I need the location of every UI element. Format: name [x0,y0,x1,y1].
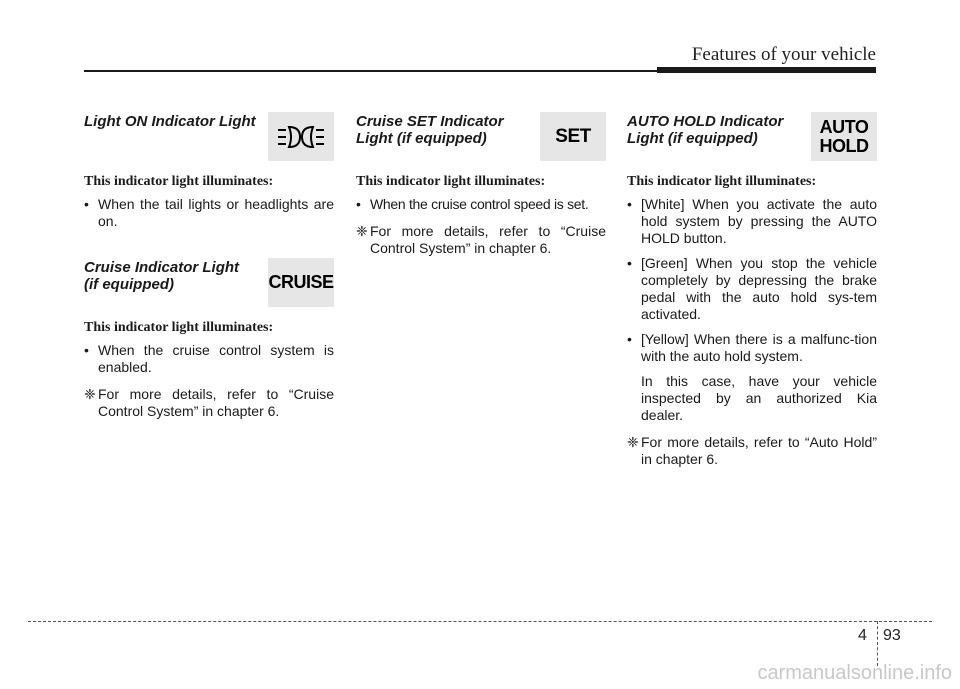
lead-text: This indicator light illuminates: [84,174,274,189]
page-number: 93 [883,627,901,644]
section-title-line: AUTO HOLD Indicator [627,113,784,130]
column-3 [627,110,877,468]
bullet-item: • [Green] When you stop the vehicle completely by depressing the brake pedal with the auto hold sys-tem activated. [627,255,877,322]
bullet-text: When the cruise control speed is set. [370,196,589,212]
column-1 [84,110,334,420]
bullet-item: • When the cruise control system is enabled. [84,342,334,375]
page-header-title: Features of your vehicle [691,44,876,65]
bullet-item: • [White] When you activate the auto hold system by pressing the AUTO HOLD button. [627,196,877,246]
reference-note [356,223,606,257]
bullet-item: • [Yellow] When there is a malfunc-tion with the auto hold system. [627,331,877,364]
header-rule-accent [657,67,876,73]
cruise-heading [84,256,334,308]
note-text: For more details, refer to “Cruise Control System” in chapter 6. [370,223,606,256]
icon-label: CRUISE [268,272,334,292]
note-text: For more details, refer to “Auto Hold” in chapter 6. [641,434,877,467]
light-on-heading [84,110,334,162]
auto-hold-icon [811,112,877,161]
cruise-indicator-icon [268,258,334,307]
reference-note [627,434,877,468]
lead-text: This indicator light illuminates: [356,174,546,189]
lead-text: This indicator light illuminates: [84,320,274,335]
section-title [84,110,259,130]
section-title-line: Cruise SET Indicator [356,113,504,130]
auto-hold-heading [627,110,877,162]
bullet-text: [White] When you activate the auto hold system by pressing the AUTO HOLD button. [641,196,877,246]
icon-label-line: HOLD [819,135,869,156]
footer-rule [28,621,932,622]
section-title-line: Light ON Indicator Light [84,113,256,130]
section-title-line: Cruise Indicator Light [84,259,240,276]
icon-label: SET [555,126,591,147]
cruise-set-heading [356,110,606,162]
headlight-symbol [276,124,326,150]
bullet-item: • When the cruise control speed is set. [356,196,589,212]
note-mark: ❈ [84,386,96,402]
headlight-icon [268,112,334,161]
section-title-line: Light (if equipped) [627,130,758,147]
bullet-text: When the cruise control system is enabled. [98,342,334,375]
note-mark: ❈ [627,434,639,450]
section-title [356,110,531,147]
sub-paragraph: In this case, have your vehicle inspected by an authorized Kia dealer. [641,373,877,423]
section-title-line: Light (if equipped) [356,130,487,147]
lead-text: This indicator light illuminates: [627,174,817,189]
reference-note [84,386,334,420]
bullet-text: [Yellow] When there is a malfunc-tion with the auto hold system. [641,331,877,364]
bullet-text: [Green] When you stop the vehicle completely by depressing the brake pedal with the auto hold sys-tem activated. [641,255,877,322]
section-title [84,256,259,293]
note-mark: ❈ [356,223,368,239]
chapter-number: 4 [858,627,867,644]
note-text: For more details, refer to “Cruise Control System” in chapter 6. [98,386,334,419]
section-title [627,110,802,147]
icon-label [820,118,869,156]
icon-label-line: AUTO [819,116,869,137]
column-2 [356,110,606,257]
footer-divider [877,621,878,666]
bullet-text: When the tail lights or headlights are on. [98,196,334,229]
cruise-set-icon [540,112,606,161]
section-title-line: (if equipped) [84,276,174,293]
bullet-item: • When the tail lights or headlights are on. [84,196,334,229]
watermark: carmanualsonline.info [757,662,952,684]
